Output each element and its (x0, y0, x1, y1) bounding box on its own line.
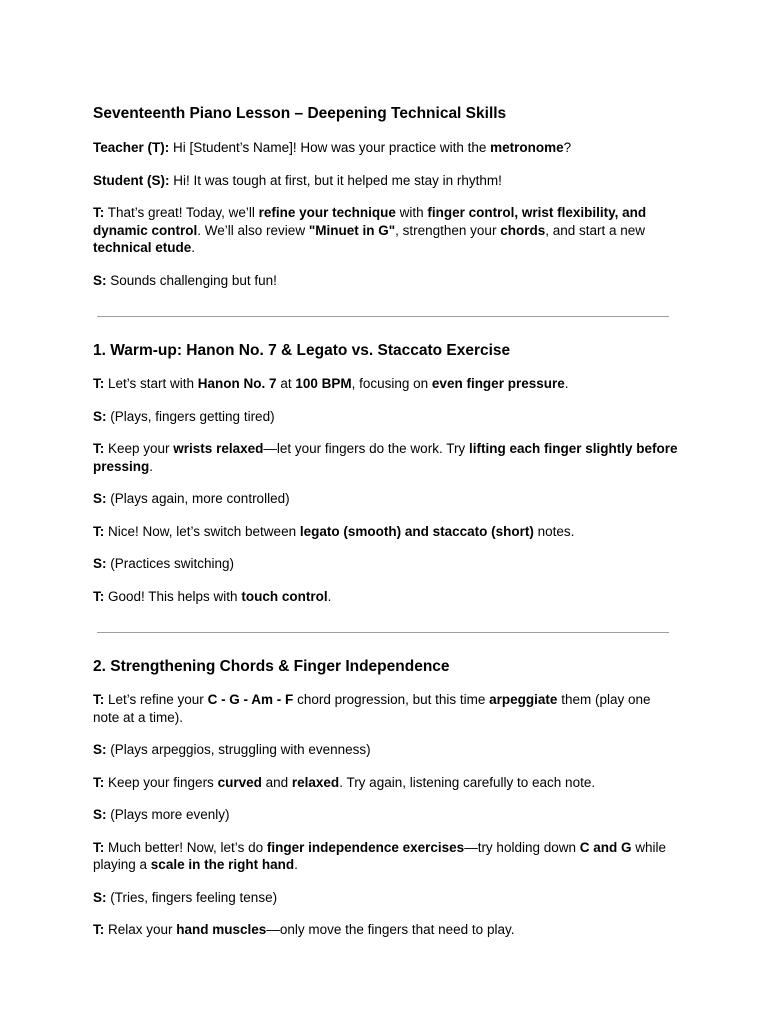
dialogue-line (93, 921, 678, 939)
bold-text: S: (93, 807, 107, 822)
bold-text: S: (93, 408, 107, 424)
bold-text: curved (217, 774, 262, 790)
text-run: Hi [Student’s Name]! How was your practice with the (169, 140, 491, 155)
text-run: at (276, 376, 296, 391)
text-run: , focusing on (351, 376, 432, 391)
text-run: Let’s refine your (104, 692, 208, 707)
section-heading-warmup: 1. Warm-up: Hanon No. 7 & Legato vs. Staccato Exercise (93, 342, 511, 359)
text-run: (Tries, fingers feeling tense) (106, 889, 278, 905)
bold-text: wrists relaxed (173, 441, 264, 456)
text-run: them (play one note at a time). (93, 692, 651, 725)
text-run: —let your fingers do the work. Try (263, 441, 469, 456)
bold-text: Teacher (T): (93, 140, 170, 155)
warmup-dialogue (93, 375, 678, 605)
bold-text: refine your technique (258, 205, 396, 220)
bold-text: T: (93, 839, 105, 855)
bold-text: S: (93, 556, 107, 571)
text-run: —only move the fingers that need to play. (266, 922, 515, 937)
text-run: —try holding down (464, 839, 580, 855)
text-run: , and start a new (545, 222, 646, 238)
bold-text: T: (93, 922, 105, 937)
bold-text: "Minuet in G" (308, 222, 396, 238)
text-run: (Practices switching) (106, 556, 235, 571)
bold-text: metronome (490, 140, 564, 155)
text-run: ? (563, 140, 572, 155)
text-run: Nice! Now, let’s switch between (104, 523, 300, 539)
intro-dialogue (93, 139, 678, 289)
bold-text: arpeggiate (489, 692, 558, 707)
dialogue-line (93, 588, 678, 606)
bold-text: S: (93, 272, 107, 288)
lesson-document (93, 104, 678, 954)
dialogue-line (93, 774, 678, 792)
dialogue-line (93, 691, 678, 726)
bold-text: C and G (579, 839, 632, 855)
text-run: Keep your fingers (104, 774, 218, 790)
section-divider (97, 632, 669, 633)
bold-text: lifting each finger slightly before pressing (93, 441, 678, 474)
document-title: Seventeenth Piano Lesson – Deepening Technical Skills (93, 105, 507, 122)
text-run: (Plays more evenly) (106, 807, 230, 822)
text-run: . We’ll also review (197, 222, 309, 238)
bold-text: Student (S): (93, 172, 170, 188)
bold-text: relaxed (291, 774, 340, 790)
bold-text: T: (93, 376, 105, 391)
dialogue-line (93, 272, 678, 290)
bold-text: T: (93, 588, 105, 604)
text-run: (Plays, fingers getting tired) (106, 408, 275, 424)
dialogue-line (93, 172, 678, 190)
bold-text: chords (500, 222, 546, 238)
text-run: (Plays again, more controlled) (106, 491, 290, 506)
text-run: Keep your (104, 441, 174, 456)
text-run: Sounds challenging but fun! (106, 272, 277, 288)
dialogue-line (93, 806, 678, 824)
dialogue-line (93, 523, 678, 541)
dialogue-line (93, 440, 678, 475)
chords-dialogue (93, 691, 678, 939)
bold-text: T: (93, 205, 105, 220)
section-heading-chords: 2. Strengthening Chords & Finger Independence (93, 658, 450, 675)
dialogue-line (93, 889, 678, 907)
text-run: . (327, 588, 332, 604)
text-run: Relax your (104, 922, 177, 937)
bold-text: hand muscles (176, 922, 267, 937)
text-run: while playing a (93, 839, 667, 872)
text-run: . (564, 376, 569, 391)
text-run: . (191, 240, 196, 255)
text-run: Hi! It was tough at first, but it helped me stay in rhythm! (169, 172, 502, 188)
bold-text: touch control (241, 588, 328, 604)
bold-text: technical etude (93, 240, 192, 255)
bold-text: T: (93, 441, 105, 456)
dialogue-line (93, 839, 678, 874)
bold-text: T: (93, 523, 105, 539)
bold-text: finger control, wrist flexibility, and dynamic control (93, 205, 647, 238)
bold-text: finger independence exercises (266, 839, 465, 855)
text-run: Good! This helps with (104, 588, 242, 604)
bold-text: 100 BPM (295, 376, 352, 391)
dialogue-line (93, 375, 678, 393)
bold-text: even finger pressure (431, 376, 565, 391)
dialogue-line (93, 490, 678, 508)
bold-text: scale in the right hand (150, 857, 295, 872)
text-run: , strengthen your (395, 222, 501, 238)
bold-text: legato (smooth) and staccato (short) (299, 523, 534, 539)
bold-text: T: (93, 692, 105, 707)
dialogue-line (93, 555, 678, 573)
text-run: . (149, 458, 154, 474)
text-run: . (294, 857, 298, 872)
dialogue-line (93, 408, 678, 426)
text-run: chord progression, but this time (293, 692, 490, 707)
bold-text: T: (93, 774, 105, 790)
text-run: Much better! Now, let’s do (104, 839, 267, 855)
dialogue-line (93, 139, 678, 157)
dialogue-line (93, 204, 678, 257)
text-run: That’s great! Today, we’ll (104, 205, 259, 220)
dialogue-line (93, 741, 678, 759)
text-run: Let’s start with (104, 376, 198, 391)
bold-text: S: (93, 889, 107, 905)
bold-text: S: (93, 491, 107, 506)
text-run: (Plays arpeggios, struggling with evenness) (106, 742, 371, 757)
bold-text: C - G - Am - F (207, 692, 294, 707)
bold-text: Hanon No. 7 (197, 376, 277, 391)
text-run: notes. (533, 523, 575, 539)
text-run: with (395, 205, 428, 220)
text-run: . Try again, listening carefully to each note. (339, 774, 596, 790)
bold-text: S: (93, 742, 107, 757)
section-divider (97, 316, 669, 317)
text-run: and (261, 774, 292, 790)
